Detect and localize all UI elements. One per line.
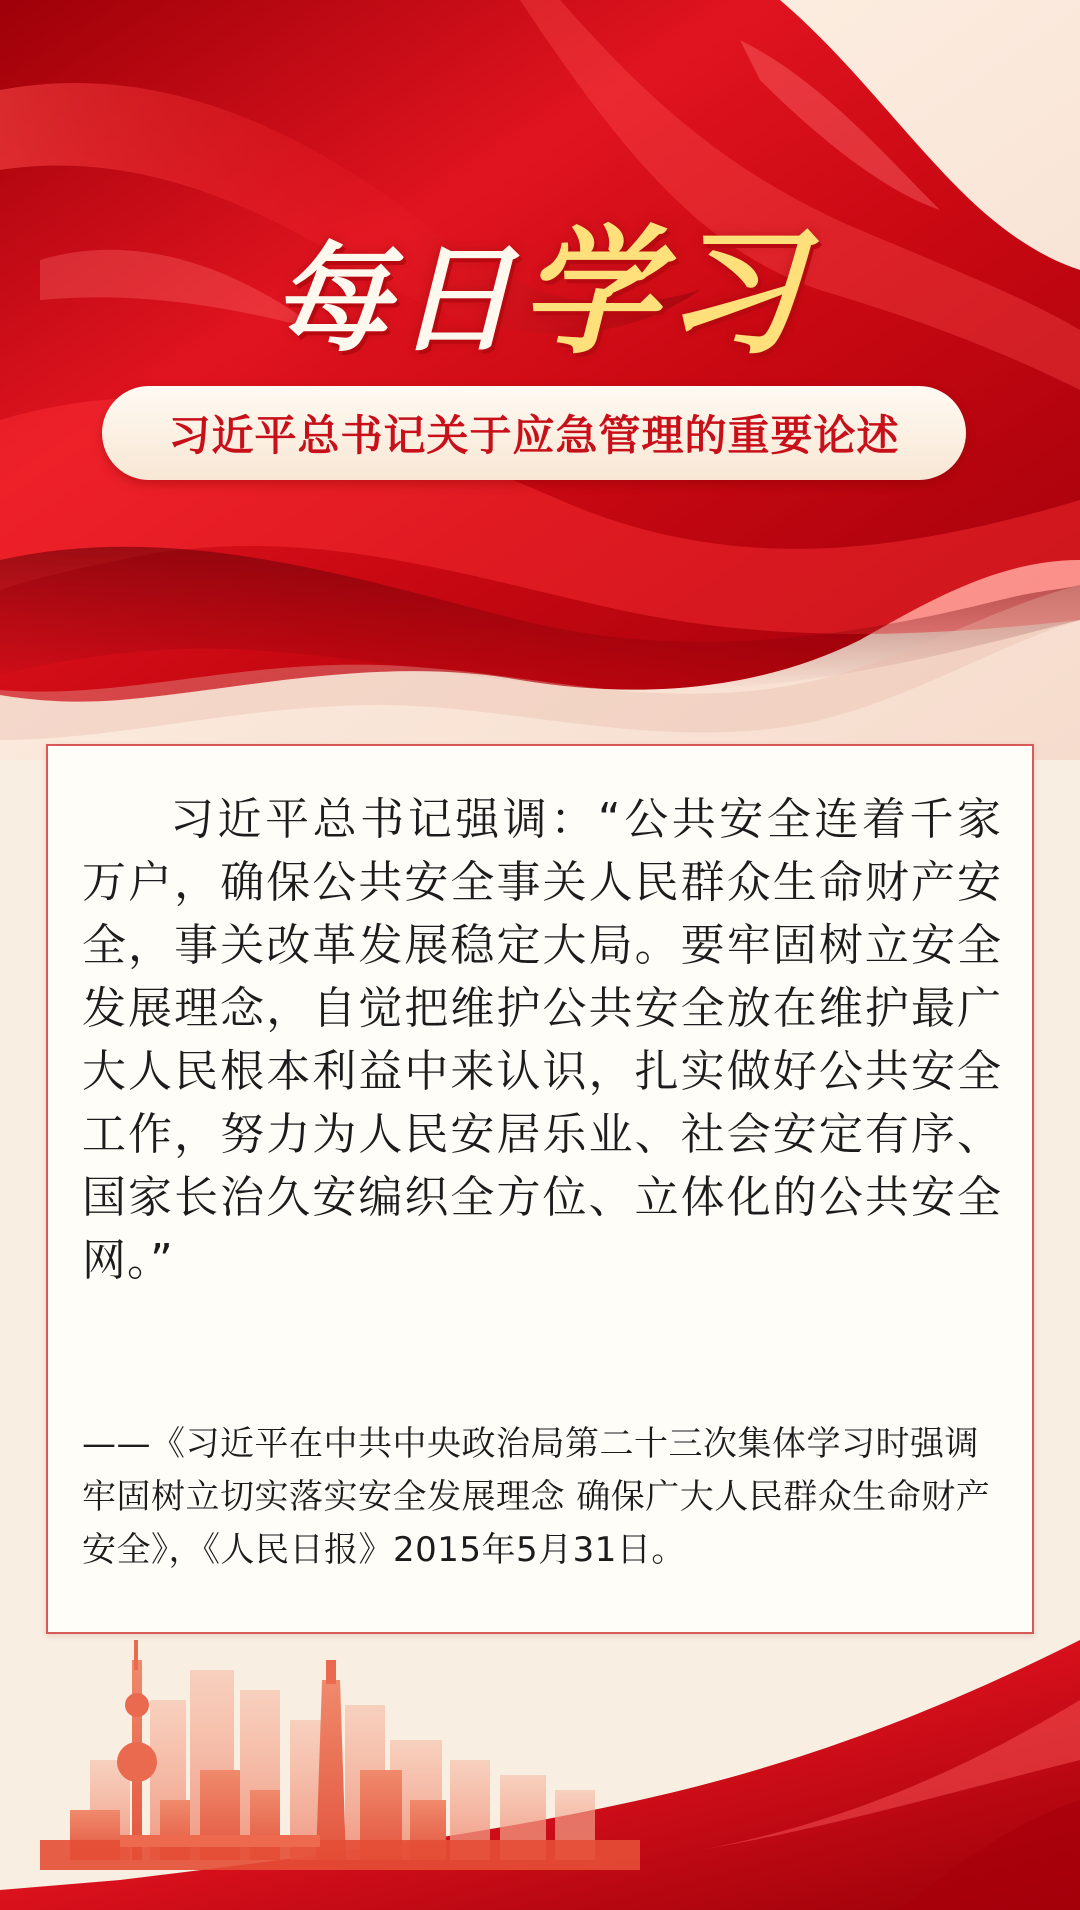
subtitle-banner <box>102 386 966 480</box>
quote-body: 习近平总书记强调：“公共安全连着千家万户，确保公共安全事关人民群众生命财产安全，事关改革发展稳定大局。要牢固树立安全发展理念，自觉把维护公共安全放在维护最广大人民根本利益中来认识，扎实做好公共安全工作，努力为人民安居乐业、社会安定有序、国家长治久安编织全方位、立体化的公共安全网。” <box>82 794 1002 1286</box>
quote-card <box>46 744 1034 1634</box>
subtitle-text: 习近平总书记关于应急管理的重要论述 <box>168 411 900 460</box>
title-part-1: 每日 <box>271 230 520 368</box>
page-title <box>0 212 1080 373</box>
quote-source: ——《习近平在中共中央政治局第二十三次集体学习时强调 牢固树立切实落实安全发展理念 确保广大人民群众生命财产安全》，《人民日报》2015年5月31日。 <box>82 1424 991 1570</box>
title-part-2: 学习 <box>520 212 809 373</box>
